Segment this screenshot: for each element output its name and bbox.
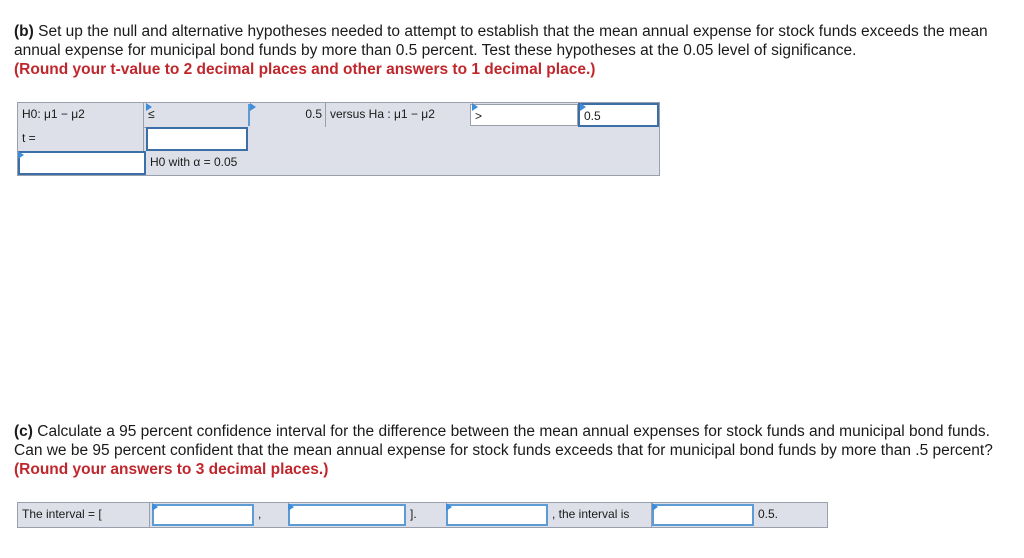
flag-icon	[288, 503, 294, 511]
h0-operator-select[interactable]: ≤	[144, 103, 248, 127]
question-c-label: (c)	[14, 423, 33, 440]
flag-icon	[472, 103, 478, 111]
h0-label: H0: μ1 − μ2	[18, 103, 144, 127]
interval-is-label: , the interval is	[548, 503, 652, 527]
ha-operator-select[interactable]: >	[470, 104, 578, 126]
question-c-note: (Round your answers to 3 decimal places.)	[14, 461, 329, 478]
row-2-filler	[248, 127, 659, 151]
interval-comma: ,	[254, 503, 288, 527]
flag-icon	[146, 103, 152, 111]
t-label: t =	[18, 127, 144, 151]
question-b-label: (b)	[14, 23, 34, 40]
t-value-input[interactable]	[146, 127, 248, 151]
interval-position-select[interactable]	[652, 504, 754, 526]
interval-upper-input[interactable]	[288, 504, 406, 526]
hypotheses-table	[17, 102, 660, 176]
question-b-note: (Round your t-value to 2 decimal places and other answers to 1 decimal place.)	[14, 61, 596, 78]
question-c-text: Calculate a 95 percent confidence interval for the difference between the mean annual expenses for stock funds and municipal bond funds. Can we be 95 percent confident that the mean annual expense for stock funds exceeds that for municipal bond funds by more than .5 percent?	[14, 423, 993, 459]
interval-close-bracket: ].	[406, 503, 446, 527]
flag-icon	[152, 503, 158, 511]
decision-suffix: H0 with α = 0.05	[146, 151, 659, 175]
flag-icon	[18, 151, 24, 159]
decision-select[interactable]	[18, 151, 146, 175]
interval-label: The interval = [	[18, 503, 150, 527]
question-c	[14, 422, 1004, 479]
interval-comparison-select[interactable]	[446, 504, 548, 526]
question-b	[14, 22, 1004, 79]
interval-table	[17, 502, 828, 528]
flag-icon	[580, 103, 586, 111]
flag-icon	[652, 503, 658, 511]
h0-value: 0.5	[250, 103, 326, 127]
versus-label: versus Ha : μ1 − μ2	[326, 103, 466, 127]
ha-value: 0.5	[578, 103, 659, 127]
interval-lower-input[interactable]	[152, 504, 254, 526]
question-b-text: Set up the null and alternative hypotheses needed to attempt to establish that the mean annual expense for stock funds exceeds the mean annual expense for municipal bond funds by more than 0.5 percent. Test these hypotheses at the 0.05 level of significance.	[14, 23, 988, 59]
interval-trailing-value: 0.5.	[754, 503, 827, 527]
flag-icon	[250, 103, 256, 111]
flag-icon	[446, 503, 452, 511]
